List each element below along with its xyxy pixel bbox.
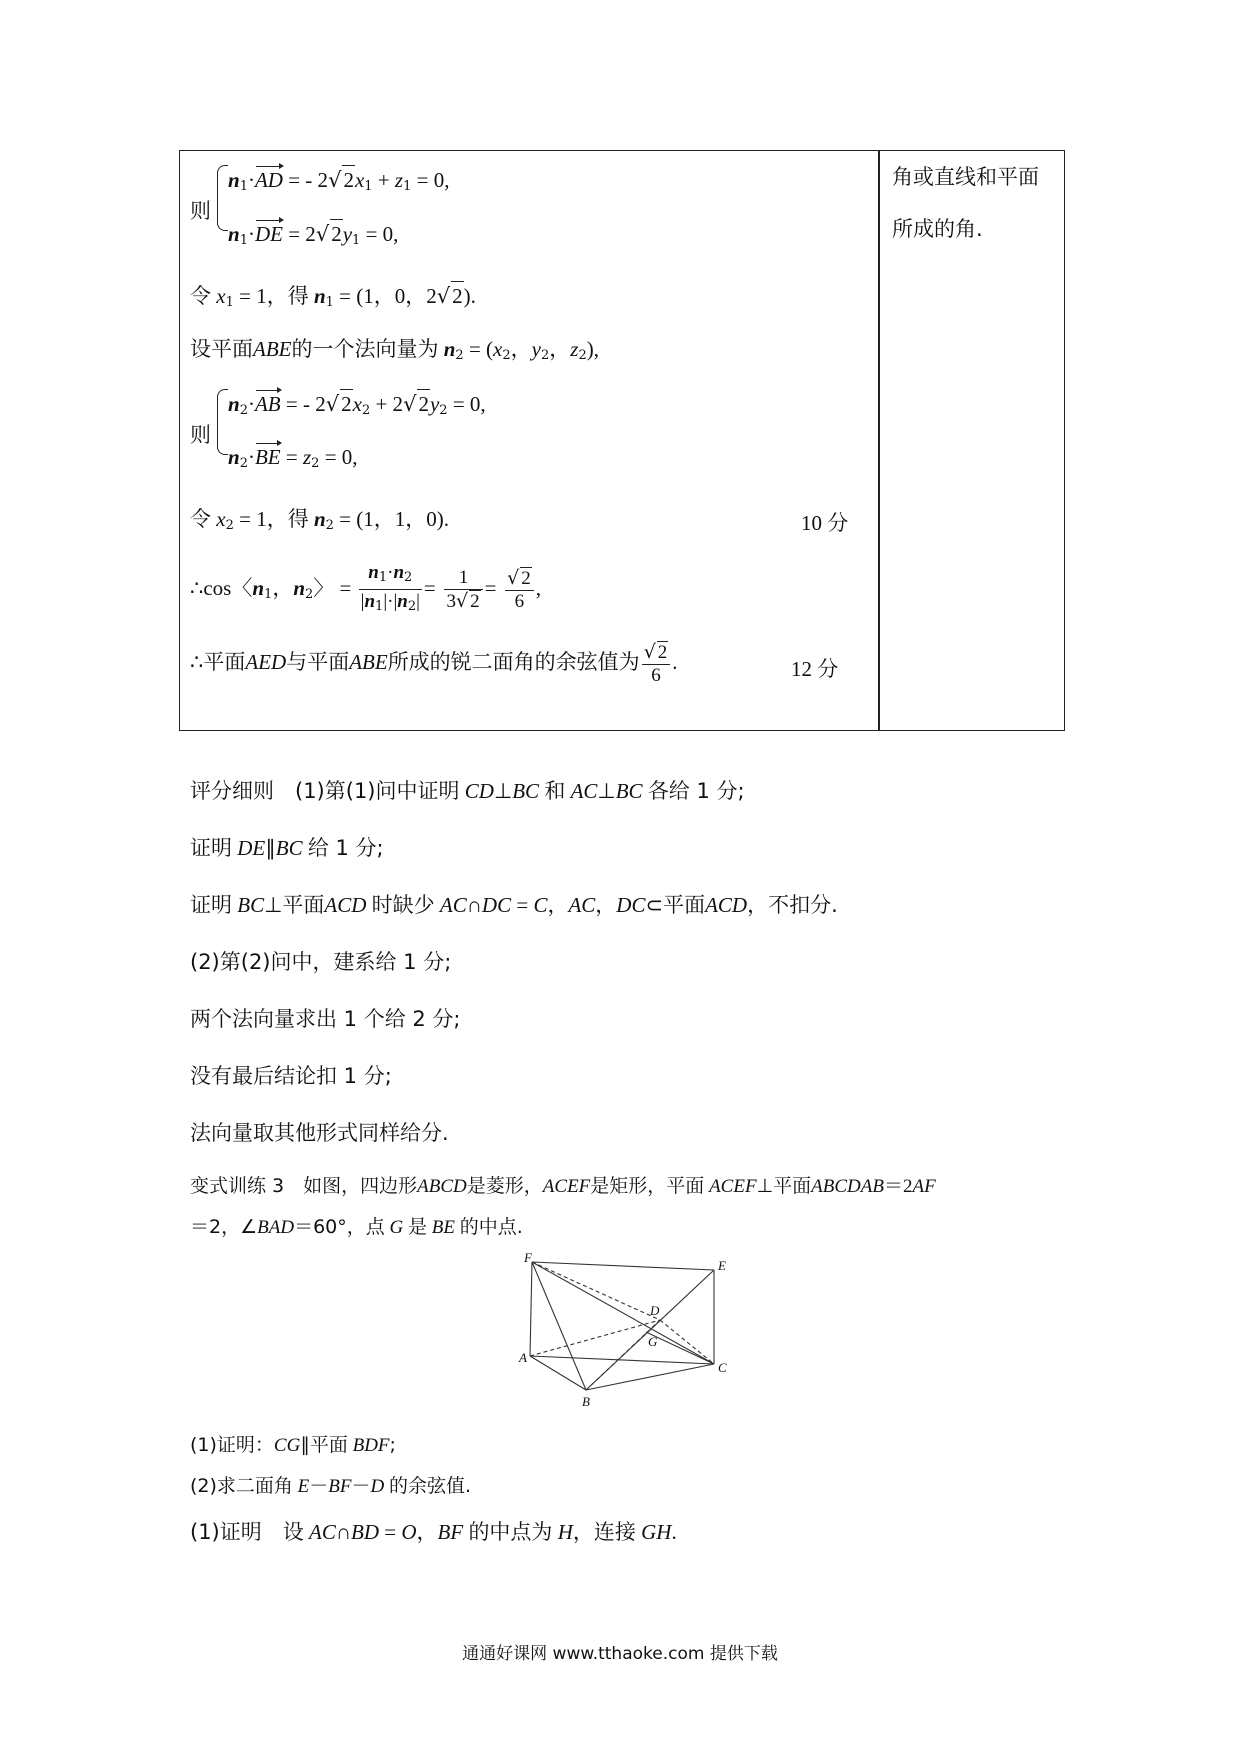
- equation-n2-be: $n_2\cdot BE = z_2 = 0$,: [228, 445, 358, 471]
- label-g: G: [648, 1334, 658, 1349]
- equation-n1-ad: $n_1\cdot AD$ = - $2√2x_1 + z_1 = 0$,: [228, 165, 449, 201]
- rubric-line-1: 评分细则 (1)第(1)问中证明 CD⊥BC 和 AC⊥BC 各给 1 分;: [190, 779, 745, 803]
- label-f: F: [524, 1250, 532, 1265]
- question-2: (2)求二面角 E－BF－D 的余弦值.: [190, 1475, 472, 1497]
- question-1: (1)证明：CG∥平面 BDF;: [190, 1434, 396, 1456]
- normal-vector-abe-line: 设平面ABE的一个法向量为 $n_2 = (x_2$，$y_2$，$z_2$),: [190, 337, 599, 363]
- exercise-line-1: 变式训练 3 如图，四边形ABCD是菱形，ACEF是矩形，平面 ACEF⊥平面ABCDAB＝2AF: [190, 1175, 936, 1197]
- edge-fb: [532, 1262, 586, 1390]
- rubric-line-7: 法向量取其他形式同样给分.: [190, 1121, 449, 1145]
- label-a: A: [519, 1350, 527, 1365]
- rubric-line-2: 证明 DE∥BC 给 1 分;: [190, 836, 384, 860]
- geometry-figure: [518, 1250, 738, 1420]
- equation-n1-de: $n_1\cdot DE = 2√2y_1 = 0$,: [228, 219, 398, 255]
- page-footer: 通通好课网 www.tthaoke.com 提供下载: [462, 1644, 778, 1664]
- ze-label-2: 则: [190, 423, 211, 447]
- edge-fa: [530, 1262, 532, 1356]
- rubric-line-4: (2)第(2)问中，建系给 1 分;: [190, 950, 452, 974]
- rubric-line-3: 证明 BC⊥平面ACD 时缺少 AC∩DC = C，AC，DC⊂平面ACD，不扣分.: [190, 893, 838, 917]
- edge-ab: [530, 1356, 586, 1390]
- edge-fc: [532, 1262, 714, 1364]
- proof-start-line: (1)证明 设 AC∩BD = O，BF 的中点为 H，连接 GH.: [190, 1520, 677, 1544]
- conclusion-line: ∴平面AED与平面ABE所成的锐二面角的余弦值为 $\frac{√ 2}{6}$ .: [190, 640, 678, 686]
- right-col-line1: 角或直线和平面: [892, 165, 1039, 189]
- edge-fe: [532, 1262, 714, 1270]
- edge-fd: [532, 1262, 660, 1320]
- score-10: 10 分: [801, 511, 849, 535]
- equation-n2-ab: $n_2\cdot AB$ = - $2√2x_2 + 2√2y_2 = 0$,: [228, 389, 486, 425]
- label-e: E: [718, 1258, 726, 1273]
- edge-bc: [586, 1364, 714, 1390]
- label-d: D: [650, 1303, 660, 1318]
- rubric-line-5: 两个法向量求出 1 个给 2 分;: [190, 1007, 461, 1031]
- cos-equation: ∴cos〈$n_1$，$n_2$〉 = $\frac{n_1\cdot n_2}{|n_1|\cdot|n_2|}$ = $\frac{1}{3√ 2}$ = $\frac{√ 2}{6}$ ,: [190, 562, 541, 614]
- system-brace-1: [217, 165, 228, 231]
- set-x2-line: 令 $x_2 = 1$，得 $n_2 = (1$，1，0).: [190, 507, 450, 533]
- ze-label-1: 则: [190, 199, 211, 223]
- set-x1-line: 令 $x_1 = 1$，得 $n_1 = (1$，0，2√2).: [190, 281, 476, 317]
- table-column-divider: [878, 151, 880, 730]
- edge-ac: [530, 1356, 714, 1364]
- label-b: B: [582, 1394, 590, 1409]
- score-12: 12 分: [791, 657, 839, 681]
- solution-table: [179, 150, 1065, 731]
- exercise-line-2: ＝2，∠BAD＝60°，点 G 是 BE 的中点.: [190, 1216, 523, 1238]
- edge-db: [586, 1320, 660, 1390]
- label-c: C: [718, 1360, 727, 1375]
- rubric-line-6: 没有最后结论扣 1 分;: [190, 1064, 392, 1088]
- right-col-line2: 所成的角.: [892, 217, 983, 241]
- edge-ad: [530, 1320, 660, 1356]
- system-brace-2: [217, 389, 228, 455]
